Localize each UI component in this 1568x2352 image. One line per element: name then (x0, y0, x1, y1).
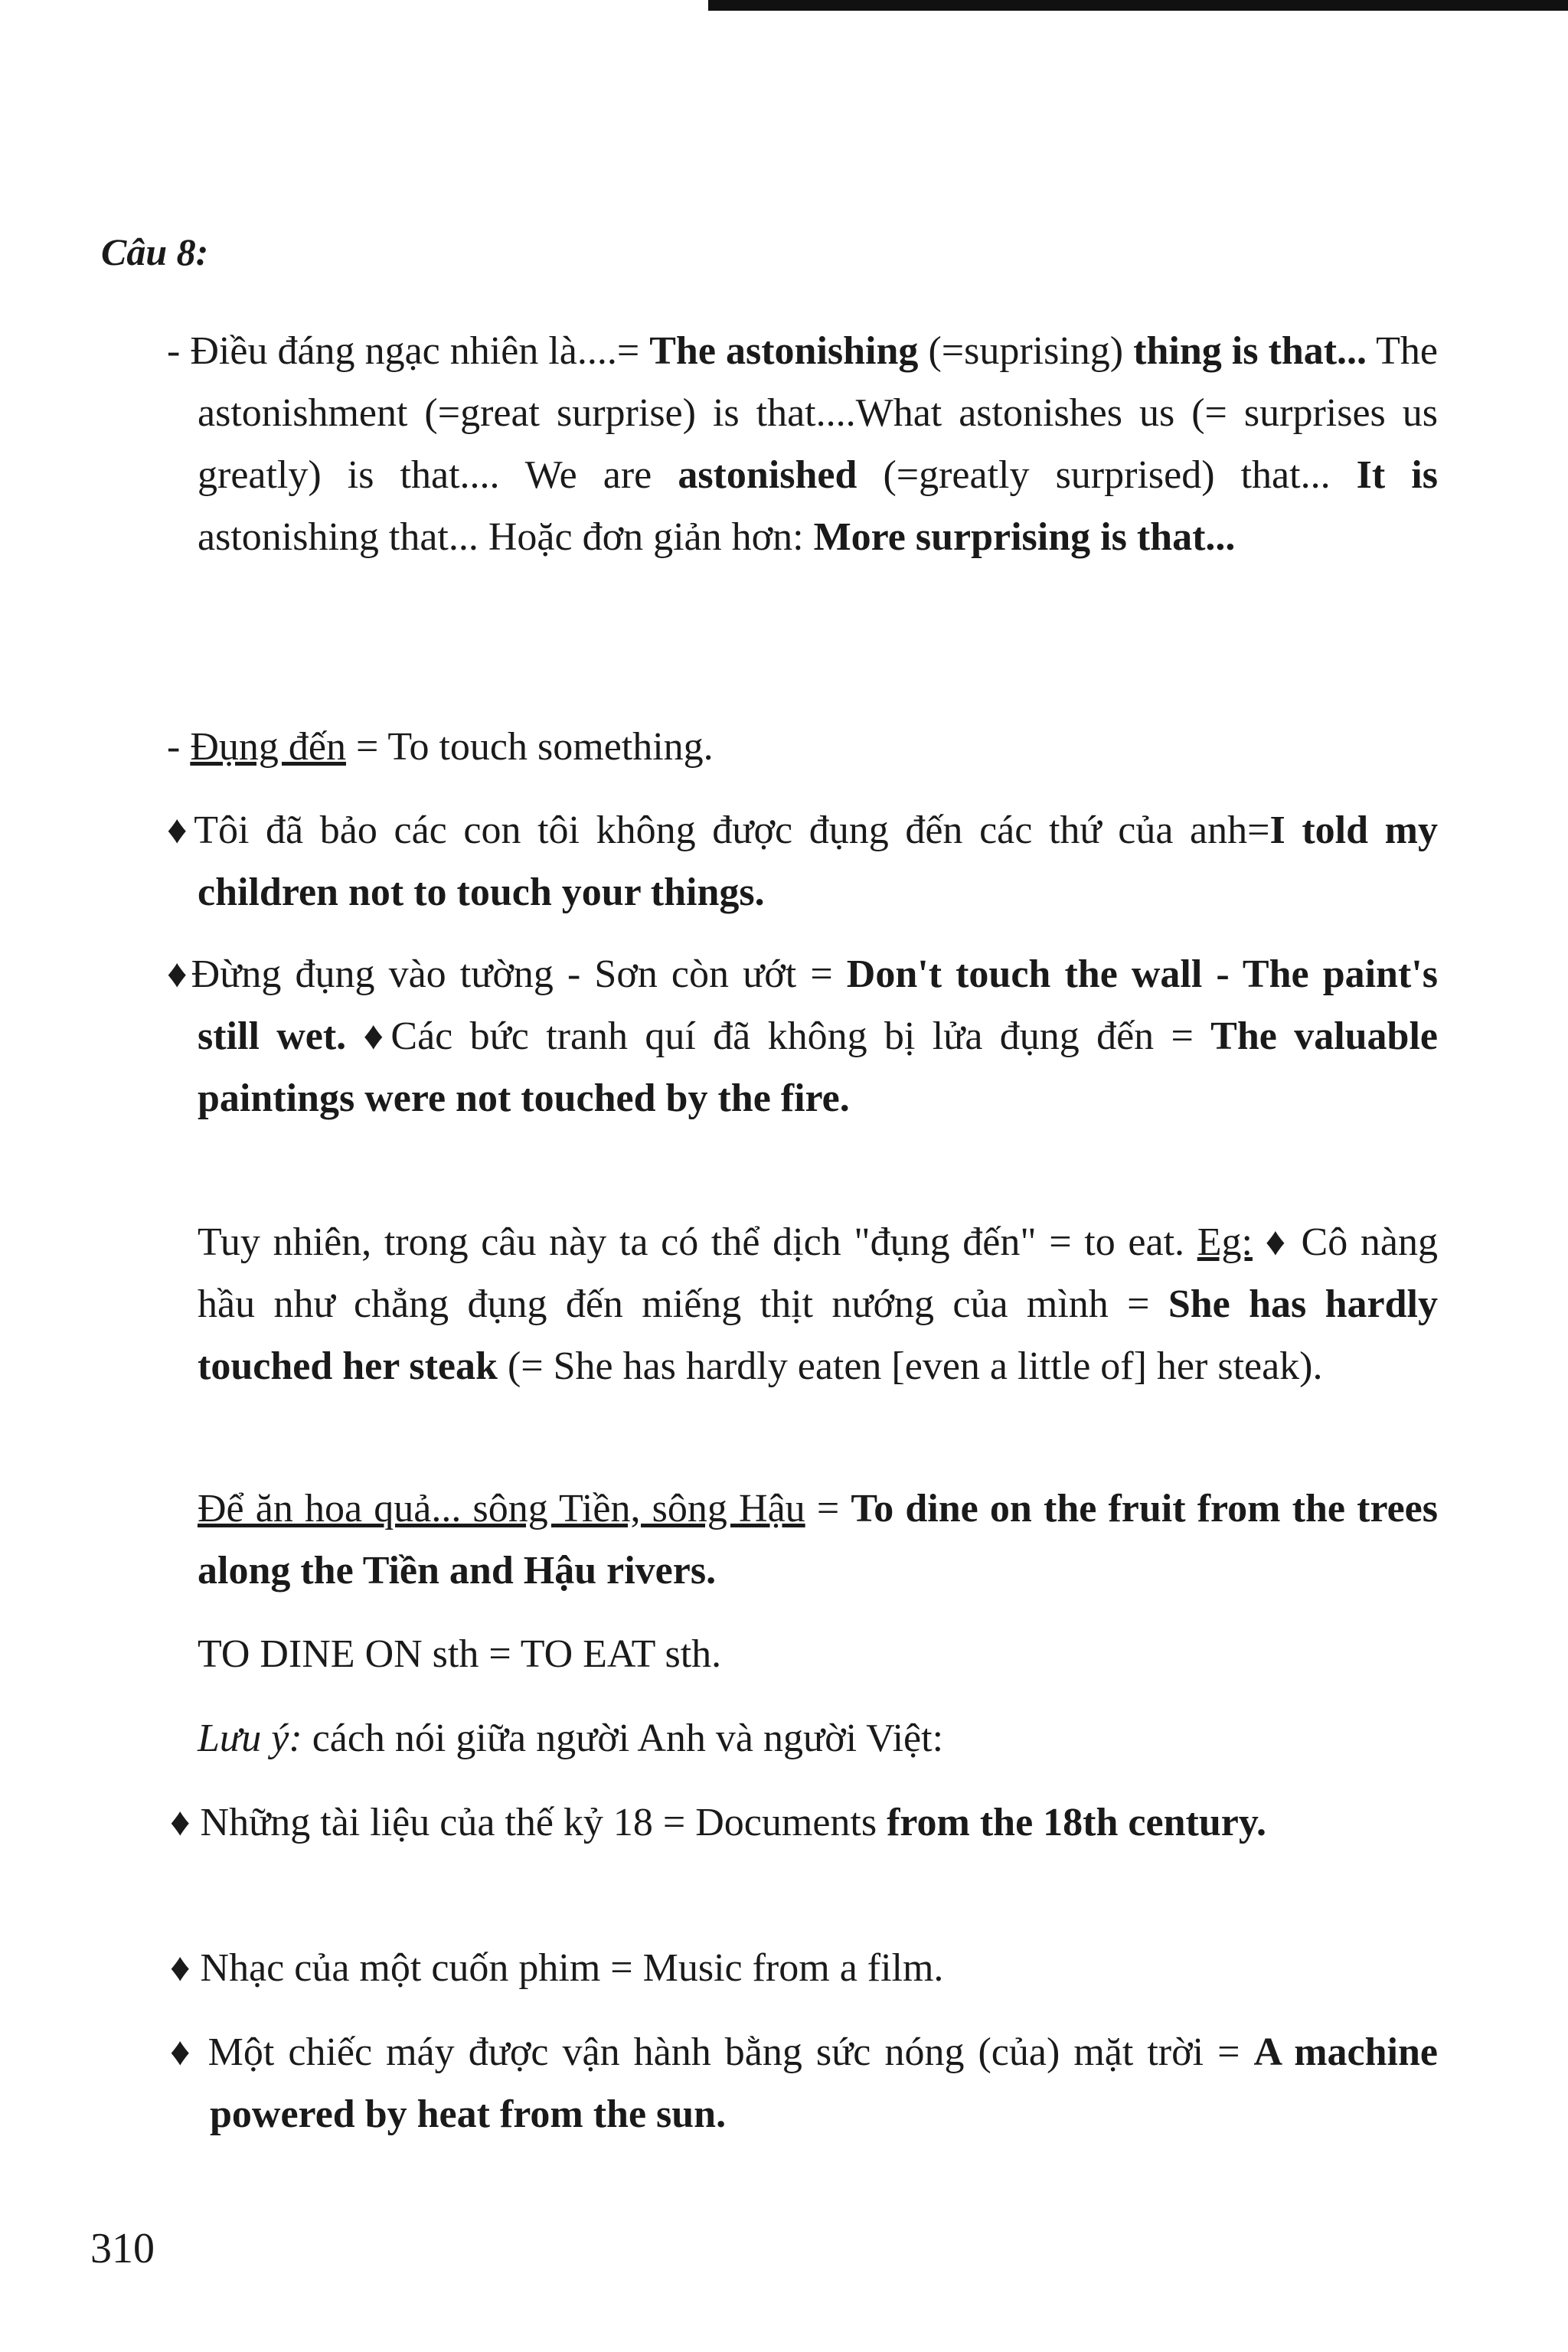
paragraph-dine-fruit: Để ăn hoa quả... sông Tiền, sông Hậu = To dine on the fruit from the trees along the Tiền and Hậu rivers. (198, 1487, 1438, 1592)
paragraph-example-music: ♦ Nhạc của một cuốn phim = Music from a film. (170, 1946, 944, 1990)
paragraph-dine-on: TO DINE ON sth = TO EAT sth. (198, 1632, 722, 1676)
paragraph-example-machine: ♦ Một chiếc máy được vận hành bằng sức nóng (của) mặt trời = A machine powered by heat from the sun. (170, 2030, 1438, 2136)
paragraph-astonishing: - Điều đáng ngạc nhiên là....= The astonishing (=suprising) thing is that... The astonishment (=great surprise) is that....What astonishes us (= surprises us greatly) is that.... We are astonished (=greatly surprised) that... It is astonishing that... Hoặc đơn giản hơn: More surprising is that... (167, 329, 1439, 559)
paragraph-note: Lưu ý: cách nói giữa người Anh và người Việt: (198, 1717, 944, 1760)
paragraph-example-documents: ♦ Những tài liệu của thế kỷ 18 = Documents from the 18th century. (170, 1801, 1266, 1844)
paragraph-touch-definition: - Đụng đến = To touch something. (167, 725, 714, 769)
paragraph-to-eat: Tuy nhiên, trong câu này ta có thể dịch "đụng đến" = to eat. Eg: ♦ Cô nàng hầu như chẳng đụng đến miếng thịt nướng của mình = She has hardly touched her steak (= She has hardly eaten [even a little of] her steak). (198, 1220, 1438, 1388)
paragraph-example-children: ♦Tôi đã bảo các con tôi không được đụng đến các thứ của anh=I told my children not to touch your things. (167, 808, 1438, 914)
paragraph-example-wall: ♦Đừng đụng vào tường - Sơn còn ướt = Don't touch the wall - The paint's still wet. ♦Các bức tranh quí đã không bị lửa đụng đến = The valuable paintings were not touched by the fire. (167, 952, 1439, 1120)
page-number: 310 (90, 2225, 155, 2272)
top-border-rule (708, 0, 1568, 11)
question-heading: Câu 8: (101, 230, 209, 273)
